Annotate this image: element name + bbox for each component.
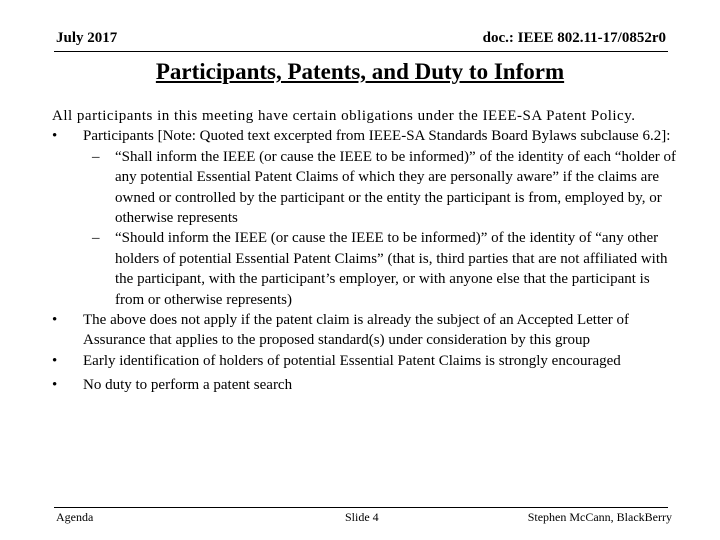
slide-title: Participants, Patents, and Duty to Inform [155,59,565,84]
header-divider [54,51,668,52]
sub-bullet-text: “Should inform the IEEE (or cause the IEEE to be informed)” of the identity of “any other holders of potential Essential Patent Claims” (that is, third parties that are not affiliated with the participant, with the participant’s employer, or with anyone else that the participant is from or otherwise represents) [115,230,668,308]
bullet-text: Early identification of holders of potential Essential Patent Claims is strongly encouraged [83,352,621,369]
sub-bullet-text: “Shall inform the IEEE (or cause the IEEE to be informed)” of the identity of each “holder of any potential Essential Patent Claims of which they are personally aware” if the claims are owned or controlled by the participant or the entity the participant is from, employed by, or otherwise represents [115,148,677,227]
footer-divider [54,507,668,508]
bullet-item [52,375,682,395]
bullet-text: No duty to perform a patent search [83,377,293,394]
bullet-marker: • [52,352,58,369]
footer-left: Agenda [56,510,94,524]
bullet-item [52,310,682,351]
bullet-text: The above does not apply if the patent claim is already the subject of an Accepted Letter of Assurance that applies to the proposed standard(s) under consideration by this group [83,312,630,349]
intro-paragraph: All participants in this meeting have certain obligations under the IEEE-SA Patent Policy. [52,108,636,124]
bullet-item [52,126,682,146]
bullet-marker: • [52,312,58,329]
bullet-item [52,351,682,371]
bullet-text: Participants [Note: Quoted text excerpted from IEEE-SA Standards Board Bylaws subclause 6.2]: [83,128,671,145]
bullet-marker: • [52,128,58,145]
sub-bullet-item [68,228,682,310]
dash-marker: – [92,148,100,165]
footer-author: Stephen McCann, BlackBerry [527,510,672,524]
sub-bullet-item [68,147,682,229]
header-doc-id: doc.: IEEE 802.11-17/0852r0 [482,30,666,46]
slide-body [52,106,682,396]
bullet-marker: • [52,377,58,394]
header-date: July 2017 [56,30,118,46]
dash-marker: – [92,230,100,247]
footer-slide-number: Slide 4 [345,510,379,524]
